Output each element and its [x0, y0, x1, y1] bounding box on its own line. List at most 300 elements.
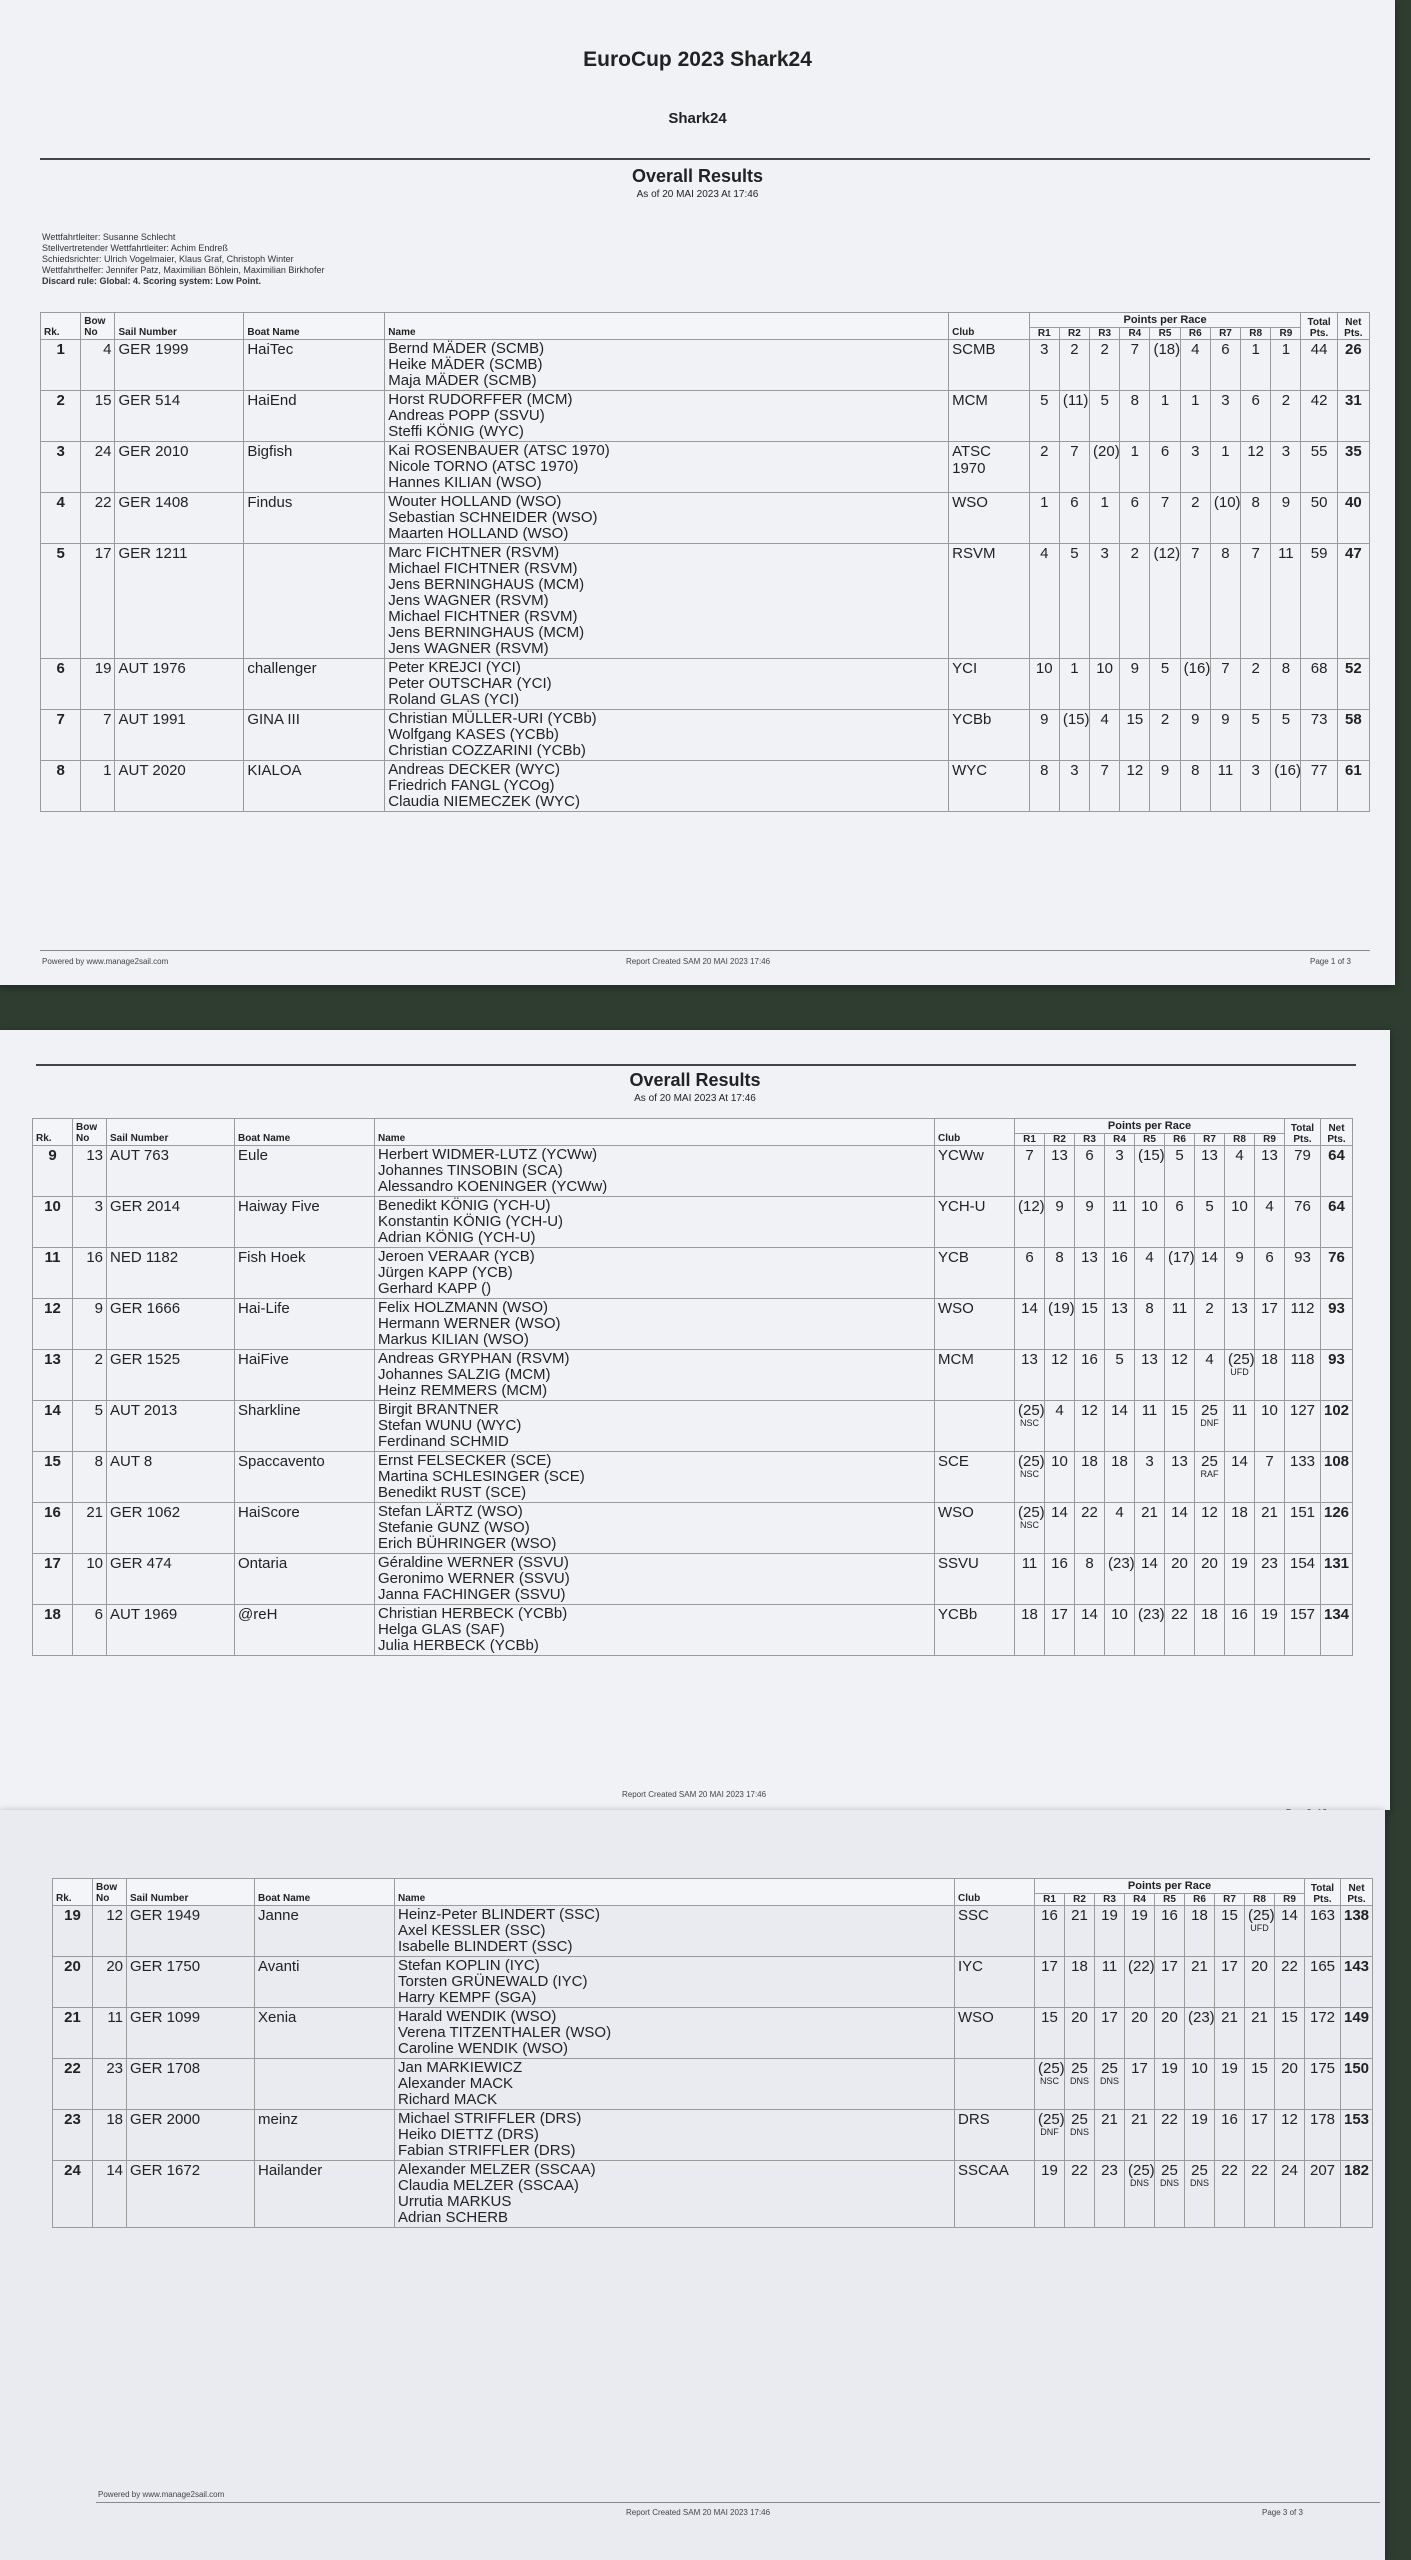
race-score-cell — [1241, 391, 1271, 442]
crew-names-cell — [375, 1248, 935, 1299]
race-score-cell — [1180, 391, 1210, 442]
crew-names-cell — [375, 1554, 935, 1605]
race-score: (15) — [1062, 711, 1090, 728]
bow-number-cell: 2 — [73, 1350, 107, 1401]
total-points-cell: 42 — [1301, 391, 1337, 442]
race-score: 8 — [1281, 660, 1291, 677]
crew-member: Claudia NIEMECZEK (WYC) — [388, 793, 580, 810]
crew-member: Julia HERBECK (YCBb) — [378, 1637, 539, 1654]
race-score: 19 — [1161, 2060, 1178, 2077]
race-score: 4 — [1235, 1147, 1244, 1164]
race-score-cell — [1155, 2161, 1185, 2228]
crew-member: Christian COZZARINI (YCBb) — [388, 742, 586, 759]
race-score: 3 — [1281, 443, 1291, 460]
rank-cell: 22 — [53, 2059, 93, 2110]
race-score-cell — [1255, 1503, 1285, 1554]
race-score: (18) — [1153, 341, 1181, 358]
header-race-5: R5 — [1155, 1894, 1185, 1906]
race-score-cell — [1255, 1350, 1285, 1401]
race-score: 6 — [1265, 1249, 1274, 1266]
rank-cell: 6 — [41, 659, 81, 710]
table-row — [33, 1554, 1353, 1605]
race-score: 21 — [1191, 1958, 1208, 1975]
race-score: 4 — [1191, 341, 1200, 358]
sail-number-cell: GER 1999 — [115, 340, 244, 391]
race-score-cell — [1165, 1197, 1195, 1248]
official-line: Wettfahrthelfer: Jennifer Patz, Maximilian Böhlein, Maximilian Birkhofer — [42, 265, 325, 275]
race-score-cell — [1245, 1906, 1275, 1957]
race-score: 22 — [1281, 1958, 1298, 1975]
crew-member: Adrian SCHERB — [398, 2209, 509, 2226]
sail-number-cell: GER 1408 — [115, 493, 244, 544]
net-points-cell: 58 — [1337, 710, 1369, 761]
rank-cell: 5 — [41, 544, 81, 659]
club-cell — [955, 2059, 1035, 2110]
table-row — [53, 2008, 1373, 2059]
race-score-cell — [1065, 1906, 1095, 1957]
footer-rule — [96, 2502, 1380, 2503]
club-cell: YCWw — [935, 1146, 1015, 1197]
results-title: Overall Results — [631, 166, 764, 186]
race-score: 25 — [1201, 1453, 1218, 1470]
crew-member: Heinz-Peter BLINDERT (SSC) — [398, 1906, 601, 1923]
race-score-cell — [1059, 761, 1089, 812]
race-score-cell — [1185, 2161, 1215, 2228]
crew-member: Claudia MELZER (SSCAA) — [398, 2177, 579, 2194]
header-race-2: R2 — [1065, 1894, 1095, 1906]
race-score-cell — [1120, 544, 1150, 659]
race-score-cell — [1045, 1146, 1075, 1197]
race-score: 5 — [1251, 711, 1260, 728]
total-points-cell: 154 — [1285, 1554, 1321, 1605]
crew-member: Richard MACK — [398, 2091, 498, 2108]
race-score: 19 — [1101, 1907, 1118, 1924]
club-cell: MCM — [935, 1350, 1015, 1401]
club-cell: DRS — [955, 2110, 1035, 2161]
total-points-cell: 165 — [1305, 1957, 1341, 2008]
race-score-cell — [1135, 1350, 1165, 1401]
crew-member: Michael STRIFFLER (DRS) — [398, 2110, 582, 2127]
crew-names-cell — [395, 2008, 955, 2059]
crew-member: Caroline WENDIK (WSO) — [398, 2040, 569, 2057]
crew-names-cell — [395, 2161, 955, 2228]
race-score: 11 — [1021, 1555, 1038, 1572]
race-score-cell — [1165, 1248, 1195, 1299]
race-score: 3 — [1070, 762, 1079, 779]
race-score-cell — [1029, 493, 1059, 544]
net-points-cell: 64 — [1321, 1197, 1353, 1248]
race-score-cell — [1029, 340, 1059, 391]
sail-number-cell: GER 2000 — [127, 2110, 255, 2161]
race-score-cell — [1125, 1906, 1155, 1957]
race-score-cell — [1015, 1197, 1045, 1248]
crew-member: Maarten HOLLAND (WSO) — [388, 525, 569, 542]
bow-number-cell: 19 — [81, 659, 115, 710]
penalty-code: DNF — [1200, 1418, 1219, 1428]
race-score: 6 — [1160, 443, 1170, 460]
bow-number-cell: 7 — [81, 710, 115, 761]
race-score: 16 — [1231, 1606, 1248, 1623]
race-score-cell — [1165, 1554, 1195, 1605]
race-score: 21 — [1131, 2111, 1148, 2128]
race-score-cell — [1029, 659, 1059, 710]
total-points-cell: 151 — [1285, 1503, 1321, 1554]
race-score-cell — [1059, 710, 1089, 761]
club-cell: YCH-U — [935, 1197, 1015, 1248]
rank-cell: 3 — [41, 442, 81, 493]
net-points-cell: 26 — [1337, 340, 1369, 391]
club-cell: WSO — [949, 493, 1030, 544]
race-score-cell — [1015, 1554, 1045, 1605]
club-cell: YCI — [949, 659, 1030, 710]
race-score-cell — [1195, 1452, 1225, 1503]
crew-member: Friedrich FANGL (YCOg) — [388, 777, 555, 794]
crew-member: Harald WENDIK (WSO) — [398, 2008, 557, 2025]
race-score-cell — [1210, 493, 1240, 544]
race-score-cell — [1225, 1197, 1255, 1248]
race-score: 2 — [1040, 443, 1049, 460]
rank-cell: 10 — [33, 1197, 73, 1248]
race-score: 25 — [1071, 2111, 1088, 2128]
race-score: 17 — [1261, 1300, 1278, 1317]
sail-number-cell: GER 1062 — [107, 1503, 235, 1554]
race-score: 18 — [1111, 1453, 1128, 1470]
race-score: 4 — [1205, 1351, 1214, 1368]
race-score-cell — [1275, 2059, 1305, 2110]
race-score: 15 — [1281, 2009, 1298, 2026]
race-score: 6 — [1085, 1147, 1094, 1164]
boat-name-cell: HaiEnd — [244, 391, 385, 442]
crew-names-cell — [385, 761, 949, 812]
net-points-cell: 102 — [1321, 1401, 1353, 1452]
bow-number-cell: 3 — [73, 1197, 107, 1248]
club-cell: MCM — [949, 391, 1030, 442]
race-score: 2 — [1130, 545, 1140, 562]
race-score: 7 — [1025, 1147, 1034, 1164]
race-score-cell — [1029, 544, 1059, 659]
race-score: 18 — [1261, 1351, 1278, 1368]
race-score-cell — [1075, 1248, 1105, 1299]
header-race-9: R9 — [1255, 1134, 1285, 1146]
crew-member: Jens WAGNER (RSVM) — [388, 592, 549, 609]
table-row — [41, 493, 1370, 544]
total-points-cell: 77 — [1301, 761, 1337, 812]
penalty-code: DNS — [1189, 2178, 1209, 2188]
race-score: (16) — [1274, 762, 1301, 779]
race-score: (25) — [1038, 2060, 1065, 2077]
race-score-cell — [1271, 391, 1301, 442]
race-score-cell — [1245, 1957, 1275, 2008]
race-score: 20 — [1281, 2060, 1298, 2077]
crew-member: Alexander MACK — [398, 2075, 514, 2092]
race-score: 17 — [1131, 2060, 1148, 2077]
race-score: 19 — [1221, 2060, 1238, 2077]
boat-name-cell: Fish Hoek — [235, 1248, 375, 1299]
race-score-cell — [1135, 1401, 1165, 1452]
bow-number-cell: 14 — [93, 2161, 127, 2228]
race-score-cell — [1075, 1146, 1105, 1197]
race-score: 9 — [1281, 494, 1291, 511]
header-race-5: R5 — [1135, 1134, 1165, 1146]
net-points-cell: 31 — [1337, 391, 1369, 442]
race-score-cell — [1195, 1554, 1225, 1605]
net-points-cell: 134 — [1321, 1605, 1353, 1656]
race-score-cell — [1155, 1957, 1185, 2008]
race-score-cell — [1105, 1605, 1135, 1656]
race-score: 14 — [1141, 1555, 1158, 1572]
penalty-code: NSC — [1039, 2076, 1059, 2086]
penalty-code: DNF — [1040, 2127, 1059, 2137]
header-race-4: R4 — [1120, 328, 1150, 340]
race-score: 19 — [1261, 1606, 1278, 1623]
race-score-cell — [1135, 1299, 1165, 1350]
sail-number-cell: AUT 1991 — [115, 710, 244, 761]
race-score-cell — [1180, 340, 1210, 391]
race-score: 1 — [1070, 660, 1079, 677]
race-score: 8 — [1055, 1249, 1064, 1266]
penalty-code: RAF — [1200, 1469, 1219, 1479]
rank-cell: 23 — [53, 2110, 93, 2161]
bow-number-cell: 24 — [81, 442, 115, 493]
race-score-cell — [1135, 1503, 1165, 1554]
race-score: 5 — [1281, 711, 1291, 728]
bow-number-cell: 17 — [81, 544, 115, 659]
race-score-cell — [1035, 2008, 1065, 2059]
net-points-cell: 149 — [1341, 2008, 1373, 2059]
table-row — [41, 761, 1370, 812]
race-score: 1 — [1191, 392, 1200, 409]
sail-number-cell: GER 1099 — [127, 2008, 255, 2059]
race-score: 7 — [1100, 762, 1109, 779]
crew-member: Urrutia MARKUS — [398, 2193, 512, 2210]
crew-member: Geronimo WERNER (SSVU) — [378, 1570, 570, 1587]
race-score: 1 — [1040, 494, 1049, 511]
crew-member: Jens BERNINGHAUS (MCM) — [388, 576, 585, 593]
race-score: 8 — [1191, 762, 1200, 779]
club-cell: WSO — [935, 1299, 1015, 1350]
race-score-cell — [1065, 1957, 1095, 2008]
boat-name-cell: Haiway Five — [235, 1197, 375, 1248]
race-score-cell — [1150, 442, 1180, 493]
race-score-cell — [1245, 2008, 1275, 2059]
race-score-cell — [1045, 1401, 1075, 1452]
penalty-code: NSC — [1019, 1418, 1039, 1428]
header-race-1: R1 — [1035, 1894, 1065, 1906]
table-row — [33, 1503, 1353, 1554]
race-score-cell — [1241, 659, 1271, 710]
boat-name-cell: HaiTec — [244, 340, 385, 391]
race-score: 19 — [1191, 2111, 1208, 2128]
race-score-cell — [1029, 761, 1059, 812]
race-score-cell — [1015, 1248, 1045, 1299]
race-score-cell — [1105, 1248, 1135, 1299]
race-score-cell — [1059, 442, 1089, 493]
header-net-points: Net Pts. — [1337, 313, 1369, 340]
club-cell: SCE — [935, 1452, 1015, 1503]
race-score: 4 — [1040, 545, 1049, 562]
race-score: 9 — [1235, 1249, 1244, 1266]
race-score: 7 — [1265, 1453, 1274, 1470]
race-score: 13 — [1231, 1300, 1248, 1317]
race-score-cell — [1045, 1554, 1075, 1605]
race-score-cell — [1195, 1350, 1225, 1401]
boat-name-cell: Ontaria — [235, 1554, 375, 1605]
boat-name-cell: @reH — [235, 1605, 375, 1656]
crew-member: Fabian STRIFFLER (DRS) — [398, 2142, 576, 2159]
sail-number-cell: AUT 2020 — [115, 761, 244, 812]
bow-number-cell: 18 — [93, 2110, 127, 2161]
total-points-cell: 50 — [1301, 493, 1337, 544]
race-score: 5 — [1205, 1198, 1214, 1215]
race-score-cell — [1120, 391, 1150, 442]
race-score-cell — [1095, 1906, 1125, 1957]
race-score: 16 — [1041, 1907, 1058, 1924]
crew-member: Andreas DECKER (WYC) — [388, 761, 560, 778]
race-score-cell — [1045, 1299, 1075, 1350]
race-score-cell — [1075, 1197, 1105, 1248]
race-score: 11 — [1111, 1198, 1128, 1215]
race-score-cell — [1150, 493, 1180, 544]
race-score-cell — [1035, 2161, 1065, 2228]
race-score: (19) — [1048, 1300, 1075, 1317]
boat-name-cell: HaiScore — [235, 1503, 375, 1554]
race-score: 11 — [1231, 1402, 1248, 1419]
race-score-cell — [1035, 2110, 1065, 2161]
race-score-cell — [1059, 391, 1089, 442]
boat-name-cell: Spaccavento — [235, 1452, 375, 1503]
results-page-3 — [0, 1810, 1385, 2560]
header-race-3: R3 — [1095, 1894, 1125, 1906]
sail-number-cell: GER 2010 — [115, 442, 244, 493]
race-score-cell — [1095, 2059, 1125, 2110]
header-rank: Rk. — [53, 1879, 93, 1906]
bow-number-cell: 20 — [93, 1957, 127, 2008]
race-score: 10 — [1096, 660, 1113, 677]
boat-name-cell — [244, 544, 385, 659]
results-table — [40, 312, 1370, 812]
race-score: 2 — [1160, 711, 1170, 728]
crew-member: Torsten GRÜNEWALD (IYC) — [398, 1973, 588, 1990]
crew-names-cell — [375, 1197, 935, 1248]
race-score-cell — [1225, 1146, 1255, 1197]
race-score-cell — [1155, 2110, 1185, 2161]
race-score-cell — [1195, 1248, 1225, 1299]
race-score-cell — [1225, 1248, 1255, 1299]
total-points-cell: 178 — [1305, 2110, 1341, 2161]
race-score: 1 — [1281, 341, 1291, 358]
race-score-cell — [1035, 1957, 1065, 2008]
race-score-cell — [1150, 391, 1180, 442]
total-points-cell: 112 — [1285, 1299, 1321, 1350]
crew-member: Andreas GRYPHAN (RSVM) — [378, 1350, 570, 1367]
total-points-cell: 172 — [1305, 2008, 1341, 2059]
penalty-code: DNS — [1159, 2178, 1179, 2188]
penalty-code: DNS — [1099, 2076, 1119, 2086]
race-score: 14 — [1111, 1402, 1128, 1419]
rank-cell: 24 — [53, 2161, 93, 2228]
table-row — [33, 1401, 1353, 1452]
rank-cell: 15 — [33, 1452, 73, 1503]
race-score: 21 — [1221, 2009, 1238, 2026]
rank-cell: 16 — [33, 1503, 73, 1554]
race-score-cell — [1105, 1401, 1135, 1452]
race-score: 20 — [1071, 2009, 1088, 2026]
boat-name-cell: meinz — [255, 2110, 395, 2161]
race-score-cell — [1271, 544, 1301, 659]
boat-name-cell: KIALOA — [244, 761, 385, 812]
race-score-cell — [1155, 2008, 1185, 2059]
race-score-cell — [1210, 761, 1240, 812]
crew-member: Jens WAGNER (RSVM) — [388, 640, 549, 657]
crew-names-cell — [395, 2059, 955, 2110]
header-race-4: R4 — [1105, 1134, 1135, 1146]
race-score: 2 — [1070, 341, 1079, 358]
header-race-1: R1 — [1015, 1134, 1045, 1146]
official-line: Stellvertretender Wettfahrtleiter: Achim Endreß — [42, 243, 228, 253]
race-score-cell — [1015, 1299, 1045, 1350]
crew-names-cell — [385, 493, 949, 544]
race-score-cell — [1045, 1197, 1075, 1248]
race-score: 19 — [1041, 2162, 1058, 2179]
race-score-cell — [1075, 1554, 1105, 1605]
event-title: EuroCup 2023 Shark24 — [583, 48, 812, 71]
crew-names-cell — [385, 340, 949, 391]
race-score: 21 — [1141, 1504, 1158, 1521]
sail-number-cell: GER 1949 — [127, 1906, 255, 1957]
crew-member: Markus KILIAN (WSO) — [378, 1331, 529, 1348]
crew-names-cell — [385, 710, 949, 761]
sail-number-cell: GER 2014 — [107, 1197, 235, 1248]
race-score: 18 — [1201, 1606, 1218, 1623]
rank-cell: 18 — [33, 1605, 73, 1656]
total-points-cell: 163 — [1305, 1906, 1341, 1957]
race-score: 22 — [1071, 2162, 1088, 2179]
race-score-cell — [1105, 1554, 1135, 1605]
header-name: Name — [375, 1119, 935, 1146]
crew-member: Hermann WERNER (WSO) — [378, 1315, 561, 1332]
race-score: (12) — [1153, 545, 1181, 562]
race-score-cell — [1045, 1452, 1075, 1503]
race-score: 12 — [1281, 2111, 1298, 2128]
header-name: Name — [385, 313, 949, 340]
race-score-cell — [1165, 1350, 1195, 1401]
net-points-cell: 47 — [1337, 544, 1369, 659]
crew-member: Janna FACHINGER (SSVU) — [378, 1586, 566, 1603]
total-points-cell: 55 — [1301, 442, 1337, 493]
race-score-cell — [1120, 659, 1150, 710]
official-line: Schiedsrichter: Ulrich Vogelmaier, Klaus Graf, Christoph Winter — [42, 254, 294, 264]
table-row — [41, 659, 1370, 710]
race-score-cell — [1271, 761, 1301, 812]
crew-member: Heiko DIETTZ (DRS) — [398, 2126, 539, 2143]
race-score: 9 — [1040, 711, 1049, 728]
race-score: 13 — [1051, 1147, 1068, 1164]
penalty-code: DNS — [1129, 2178, 1149, 2188]
race-score: 19 — [1231, 1555, 1248, 1572]
header-club: Club — [949, 313, 1030, 340]
header-race-1: R1 — [1029, 328, 1059, 340]
race-score: 20 — [1171, 1555, 1188, 1572]
net-points-cell: 150 — [1341, 2059, 1373, 2110]
penalty-code: NSC — [1019, 1469, 1039, 1479]
race-score-cell — [1120, 710, 1150, 761]
bow-number-cell: 5 — [73, 1401, 107, 1452]
race-score-cell — [1090, 659, 1120, 710]
race-score: 18 — [1191, 1907, 1208, 1924]
race-score: 8 — [1145, 1300, 1154, 1317]
bow-number-cell: 4 — [81, 340, 115, 391]
race-score-cell — [1165, 1605, 1195, 1656]
